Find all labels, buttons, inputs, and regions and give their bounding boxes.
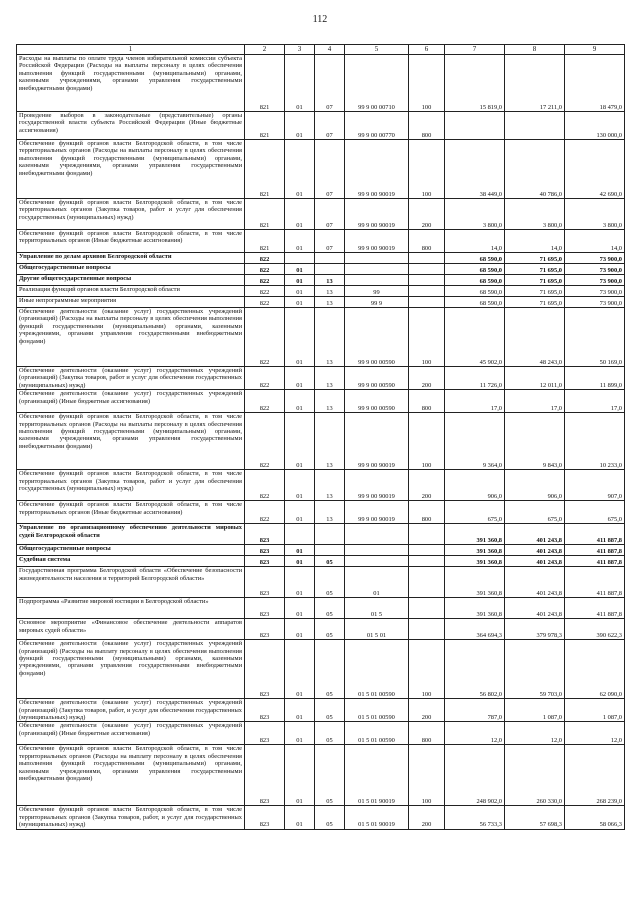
row-target-article-cell: 99 9 00 00590 — [345, 308, 409, 367]
row-subsection-cell: 05 — [315, 745, 345, 806]
row-amount-year1-cell: 68 590,0 — [445, 275, 505, 286]
table-row — [17, 297, 625, 308]
row-section-cell: 01 — [285, 390, 315, 413]
table-row — [17, 413, 625, 470]
row-name-cell: Проведение выборов в законодательные (представительные) органы государственной власти субъекта Российской Федерации (Иные бюджетные ассигнования) — [17, 112, 245, 140]
row-amount-year2-cell: 71 695,0 — [505, 264, 565, 275]
row-amount-year2-cell: 401 243,8 — [505, 567, 565, 598]
row-expense-type-cell — [409, 567, 445, 598]
row-amount-year1-cell: 14,0 — [445, 230, 505, 253]
row-amount-year1-cell: 364 694,3 — [445, 619, 505, 640]
row-subsection-cell: 13 — [315, 275, 345, 286]
row-section-cell: 01 — [285, 199, 315, 230]
table-row — [17, 524, 625, 545]
row-target-article-cell: 99 9 00 00710 — [345, 55, 409, 112]
row-section-cell: 01 — [285, 806, 315, 829]
row-amount-year3-cell: 62 090,0 — [565, 640, 625, 699]
row-name-cell: Обеспечение функций органов власти Белгородской области, в том числе территориальных органов (Расходы на выплаты персоналу в целях обеспечения выполнения функций государственными (муниципальными) органами, казенными учреждениями, органами управления государственными внебюджетными фондами) — [17, 140, 245, 199]
row-amount-year2-cell: 17,0 — [505, 390, 565, 413]
row-expense-type-cell — [409, 524, 445, 545]
row-grbs-cell: 822 — [245, 390, 285, 413]
row-expense-type-cell: 200 — [409, 199, 445, 230]
row-subsection-cell — [315, 545, 345, 556]
row-section-cell: 01 — [285, 264, 315, 275]
row-grbs-cell: 823 — [245, 699, 285, 722]
row-expense-type-cell: 200 — [409, 806, 445, 829]
row-name-cell: Государственная программа Белгородской области «Обеспечение безопасности жизнедеятельности населения и территорий Белгородской области» — [17, 567, 245, 598]
row-name-cell: Иные непрограммные мероприятия — [17, 297, 245, 308]
row-grbs-cell: 822 — [245, 286, 285, 297]
row-section-cell: 01 — [285, 140, 315, 199]
row-amount-year1-cell: 3 800,0 — [445, 199, 505, 230]
row-name-cell: Обеспечение функций органов власти Белгородской области, в том числе территориальных органов (Расходы на выплату персоналу в целях обеспечения выполнения функций государственными (муниципальными) органами, казенными учреждениями, органами управления государственными внебюджетными фондами) — [17, 745, 245, 806]
row-amount-year3-cell: 411 887,8 — [565, 567, 625, 598]
table-row — [17, 308, 625, 367]
row-target-article-cell: 01 5 01 00590 — [345, 699, 409, 722]
row-amount-year1-cell: 15 819,0 — [445, 55, 505, 112]
column-header: 5 — [345, 45, 409, 55]
row-amount-year3-cell: 411 887,8 — [565, 545, 625, 556]
row-amount-year2-cell: 906,0 — [505, 470, 565, 501]
row-amount-year2-cell: 57 698,3 — [505, 806, 565, 829]
row-expense-type-cell: 200 — [409, 470, 445, 501]
row-amount-year1-cell: 391 360,8 — [445, 598, 505, 619]
row-grbs-cell: 822 — [245, 413, 285, 470]
row-amount-year1-cell: 38 449,0 — [445, 140, 505, 199]
table-row — [17, 806, 625, 829]
row-name-cell: Обеспечение деятельности (оказание услуг) государственных учреждений (организаций) (Расходы на выплаты персоналу в целях обеспечения выполнения функций государственными (муниципальными) органами, казенными учреждениями, органами управления государственными внебюджетными фондами) — [17, 308, 245, 367]
row-section-cell: 01 — [285, 722, 315, 745]
row-amount-year2-cell: 9 843,0 — [505, 413, 565, 470]
row-target-article-cell: 99 9 00 90019 — [345, 199, 409, 230]
row-grbs-cell: 822 — [245, 470, 285, 501]
row-target-article-cell — [345, 275, 409, 286]
row-subsection-cell — [315, 524, 345, 545]
row-amount-year3-cell: 14,0 — [565, 230, 625, 253]
table-row — [17, 545, 625, 556]
row-amount-year2-cell: 71 695,0 — [505, 297, 565, 308]
row-section-cell — [285, 524, 315, 545]
row-target-article-cell: 99 9 00 90019 — [345, 230, 409, 253]
row-amount-year3-cell: 17,0 — [565, 390, 625, 413]
row-amount-year2-cell: 14,0 — [505, 230, 565, 253]
row-amount-year3-cell: 50 169,0 — [565, 308, 625, 367]
row-amount-year3-cell: 411 887,8 — [565, 598, 625, 619]
row-expense-type-cell: 800 — [409, 390, 445, 413]
row-name-cell: Обеспечение функций органов власти Белгородской области, в том числе территориальных органов (Иные бюджетные ассигнования) — [17, 501, 245, 524]
row-name-cell: Общегосударственные вопросы — [17, 264, 245, 275]
row-target-article-cell: 99 9 00 90019 — [345, 501, 409, 524]
row-amount-year2-cell: 675,0 — [505, 501, 565, 524]
row-grbs-cell: 821 — [245, 112, 285, 140]
row-amount-year3-cell: 11 899,0 — [565, 367, 625, 390]
row-name-cell: Обеспечение деятельности (оказание услуг) государственных учреждений (организаций) (Иные бюджетные ассигнования) — [17, 722, 245, 745]
table-row — [17, 556, 625, 567]
row-name-cell: Подпрограмма «Развитие мировой юстиции в Белгородской области» — [17, 598, 245, 619]
row-grbs-cell: 823 — [245, 722, 285, 745]
row-name-cell: Общегосударственные вопросы — [17, 545, 245, 556]
row-amount-year3-cell: 73 900,0 — [565, 253, 625, 264]
row-section-cell: 01 — [285, 367, 315, 390]
table-row — [17, 567, 625, 598]
row-name-cell: Обеспечение деятельности (оказание услуг) государственных учреждений (организаций) (Закупка товаров, работ, и услуг для обеспечения государственных (муниципальных) нужд) — [17, 699, 245, 722]
row-subsection-cell: 07 — [315, 140, 345, 199]
row-section-cell: 01 — [285, 308, 315, 367]
row-target-article-cell: 01 5 01 90019 — [345, 745, 409, 806]
table-row — [17, 640, 625, 699]
row-expense-type-cell — [409, 253, 445, 264]
row-amount-year3-cell: 411 887,8 — [565, 556, 625, 567]
row-amount-year3-cell: 411 887,8 — [565, 524, 625, 545]
row-amount-year3-cell: 675,0 — [565, 501, 625, 524]
row-grbs-cell: 821 — [245, 230, 285, 253]
row-amount-year1-cell: 675,0 — [445, 501, 505, 524]
table-row — [17, 199, 625, 230]
table-row — [17, 619, 625, 640]
row-amount-year1-cell: 45 902,0 — [445, 308, 505, 367]
table-row — [17, 275, 625, 286]
table-row — [17, 112, 625, 140]
row-name-cell: Обеспечение деятельности (оказание услуг) государственных учреждений (организаций) (Иные бюджетные ассигнования) — [17, 390, 245, 413]
row-amount-year2-cell: 59 703,0 — [505, 640, 565, 699]
row-target-article-cell: 99 9 00 00590 — [345, 367, 409, 390]
row-section-cell: 01 — [285, 699, 315, 722]
row-amount-year1-cell: 11 726,0 — [445, 367, 505, 390]
row-expense-type-cell: 100 — [409, 745, 445, 806]
row-subsection-cell: 05 — [315, 598, 345, 619]
row-amount-year3-cell: 12,0 — [565, 722, 625, 745]
row-amount-year1-cell: 391 360,8 — [445, 524, 505, 545]
row-section-cell: 01 — [285, 286, 315, 297]
row-subsection-cell: 13 — [315, 297, 345, 308]
row-expense-type-cell: 800 — [409, 230, 445, 253]
row-amount-year1-cell: 68 590,0 — [445, 297, 505, 308]
column-header: 9 — [565, 45, 625, 55]
table-row — [17, 598, 625, 619]
row-amount-year2-cell: 40 786,0 — [505, 140, 565, 199]
row-subsection-cell: 07 — [315, 112, 345, 140]
row-amount-year3-cell: 73 900,0 — [565, 286, 625, 297]
row-amount-year1-cell: 9 364,0 — [445, 413, 505, 470]
row-subsection-cell — [315, 264, 345, 275]
row-expense-type-cell: 100 — [409, 413, 445, 470]
row-amount-year3-cell: 10 233,0 — [565, 413, 625, 470]
row-expense-type-cell — [409, 598, 445, 619]
row-name-cell: Расходы на выплаты по оплате труда членов избирательной комиссии субъекта Российской Федерации (Расходы на выплаты персоналу в целях обеспечения выполнения функций государственными (муниципальными) органами, казенными учреждениями, органами управления государственными внебюджетными фондами) — [17, 55, 245, 112]
row-target-article-cell: 01 5 01 00590 — [345, 722, 409, 745]
table-row — [17, 722, 625, 745]
row-amount-year1-cell: 68 590,0 — [445, 264, 505, 275]
row-name-cell: Обеспечение деятельности (оказание услуг) государственных учреждений (организаций) (Закупка товаров, работ и услуг для обеспечения государственных (муниципальных) нужд) — [17, 367, 245, 390]
row-amount-year2-cell: 379 978,3 — [505, 619, 565, 640]
row-amount-year1-cell: 12,0 — [445, 722, 505, 745]
row-amount-year1-cell: 56 802,0 — [445, 640, 505, 699]
row-amount-year2-cell: 17 211,0 — [505, 55, 565, 112]
row-amount-year3-cell: 1 087,0 — [565, 699, 625, 722]
row-amount-year1-cell: 391 360,8 — [445, 545, 505, 556]
row-subsection-cell: 13 — [315, 470, 345, 501]
row-expense-type-cell — [409, 286, 445, 297]
row-amount-year2-cell: 71 695,0 — [505, 286, 565, 297]
column-header: 1 — [17, 45, 245, 55]
row-name-cell: Управление по делам архивов Белгородской области — [17, 253, 245, 264]
row-amount-year2-cell: 1 087,0 — [505, 699, 565, 722]
row-subsection-cell: 13 — [315, 501, 345, 524]
row-grbs-cell: 822 — [245, 264, 285, 275]
row-amount-year1-cell — [445, 112, 505, 140]
table-row — [17, 230, 625, 253]
row-section-cell: 01 — [285, 470, 315, 501]
row-amount-year2-cell: 401 243,8 — [505, 545, 565, 556]
row-section-cell: 01 — [285, 745, 315, 806]
row-expense-type-cell: 100 — [409, 640, 445, 699]
row-amount-year1-cell: 906,0 — [445, 470, 505, 501]
row-amount-year3-cell: 73 900,0 — [565, 275, 625, 286]
row-subsection-cell: 05 — [315, 699, 345, 722]
row-target-article-cell: 01 5 01 — [345, 619, 409, 640]
row-section-cell: 01 — [285, 275, 315, 286]
row-section-cell: 01 — [285, 640, 315, 699]
row-grbs-cell: 823 — [245, 524, 285, 545]
row-name-cell: Обеспечение функций органов власти Белгородской области, в том числе территориальных органов (Расходы на выплаты персоналу в целях обеспечения выполнения функций государственными (муниципальными) органами, казенными учреждениями, органами управления государственными внебюджетными фондами) — [17, 413, 245, 470]
header-row — [17, 45, 625, 55]
row-subsection-cell: 05 — [315, 640, 345, 699]
row-name-cell: Обеспечение деятельности (оказание услуг) государственных учреждений (организаций) (Расходы на выплату персоналу в целях обеспечения выполнения функций государственными (муниципальными) органами, казенными учреждениями, органами управления государственными внебюджетными фондами) — [17, 640, 245, 699]
row-target-article-cell: 99 9 — [345, 297, 409, 308]
row-name-cell: Управление по организационному обеспечению деятельности мировых судей Белгородской области — [17, 524, 245, 545]
row-grbs-cell: 823 — [245, 745, 285, 806]
row-section-cell: 01 — [285, 112, 315, 140]
row-expense-type-cell: 800 — [409, 112, 445, 140]
row-grbs-cell: 823 — [245, 545, 285, 556]
row-amount-year2-cell: 48 243,0 — [505, 308, 565, 367]
row-grbs-cell: 823 — [245, 619, 285, 640]
row-subsection-cell: 13 — [315, 286, 345, 297]
row-target-article-cell — [345, 264, 409, 275]
row-expense-type-cell: 200 — [409, 367, 445, 390]
row-target-article-cell: 99 9 00 00590 — [345, 390, 409, 413]
row-subsection-cell — [315, 253, 345, 264]
row-target-article-cell — [345, 524, 409, 545]
row-expense-type-cell: 200 — [409, 699, 445, 722]
row-amount-year2-cell: 71 695,0 — [505, 253, 565, 264]
row-expense-type-cell — [409, 545, 445, 556]
row-section-cell: 01 — [285, 55, 315, 112]
row-amount-year3-cell: 3 800,0 — [565, 199, 625, 230]
row-grbs-cell: 823 — [245, 567, 285, 598]
row-amount-year3-cell: 390 622,3 — [565, 619, 625, 640]
row-amount-year1-cell: 248 902,0 — [445, 745, 505, 806]
row-subsection-cell: 05 — [315, 722, 345, 745]
table-row — [17, 501, 625, 524]
table-row — [17, 699, 625, 722]
row-grbs-cell: 823 — [245, 556, 285, 567]
row-amount-year2-cell: 401 243,8 — [505, 556, 565, 567]
row-subsection-cell: 13 — [315, 413, 345, 470]
table-row — [17, 390, 625, 413]
row-amount-year3-cell: 73 900,0 — [565, 264, 625, 275]
column-header: 7 — [445, 45, 505, 55]
row-expense-type-cell: 100 — [409, 140, 445, 199]
row-amount-year1-cell: 68 590,0 — [445, 286, 505, 297]
row-expense-type-cell — [409, 619, 445, 640]
row-amount-year2-cell: 12 011,0 — [505, 367, 565, 390]
row-name-cell: Реализация функций органов власти Белгородской области — [17, 286, 245, 297]
row-amount-year2-cell: 71 695,0 — [505, 275, 565, 286]
row-name-cell: Обеспечение функций органов власти Белгородской области, в том числе территориальных органов (Иные бюджетные ассигнования) — [17, 230, 245, 253]
row-target-article-cell: 99 9 00 90019 — [345, 140, 409, 199]
row-target-article-cell: 99 9 00 90019 — [345, 470, 409, 501]
table-row — [17, 470, 625, 501]
row-section-cell: 01 — [285, 619, 315, 640]
row-section-cell: 01 — [285, 598, 315, 619]
row-section-cell: 01 — [285, 567, 315, 598]
row-target-article-cell: 01 — [345, 567, 409, 598]
row-expense-type-cell — [409, 264, 445, 275]
row-name-cell: Обеспечение функций органов власти Белгородской области, в том числе территориальных органов (Закупка товаров, работ и услуг для обеспечения государственных (муниципальных) нужд) — [17, 470, 245, 501]
row-expense-type-cell: 100 — [409, 55, 445, 112]
table-row — [17, 140, 625, 199]
table-row — [17, 253, 625, 264]
row-expense-type-cell — [409, 556, 445, 567]
table-row — [17, 55, 625, 112]
row-expense-type-cell: 100 — [409, 308, 445, 367]
column-header: 6 — [409, 45, 445, 55]
row-grbs-cell: 822 — [245, 297, 285, 308]
row-subsection-cell: 05 — [315, 806, 345, 829]
row-target-article-cell: 01 5 01 90019 — [345, 806, 409, 829]
column-header: 8 — [505, 45, 565, 55]
row-section-cell: 01 — [285, 413, 315, 470]
row-amount-year3-cell: 18 479,0 — [565, 55, 625, 112]
table-row — [17, 286, 625, 297]
column-header: 2 — [245, 45, 285, 55]
row-grbs-cell: 821 — [245, 140, 285, 199]
row-subsection-cell: 07 — [315, 199, 345, 230]
row-amount-year2-cell: 260 330,0 — [505, 745, 565, 806]
row-amount-year1-cell: 391 360,8 — [445, 567, 505, 598]
row-section-cell: 01 — [285, 501, 315, 524]
row-amount-year3-cell: 130 000,0 — [565, 112, 625, 140]
row-target-article-cell — [345, 545, 409, 556]
row-section-cell: 01 — [285, 556, 315, 567]
row-amount-year1-cell: 391 360,8 — [445, 556, 505, 567]
row-amount-year3-cell: 42 690,0 — [565, 140, 625, 199]
row-grbs-cell: 822 — [245, 367, 285, 390]
row-expense-type-cell: 800 — [409, 722, 445, 745]
row-amount-year2-cell: 401 243,8 — [505, 598, 565, 619]
row-grbs-cell: 822 — [245, 501, 285, 524]
row-target-article-cell: 01 5 01 00590 — [345, 640, 409, 699]
row-amount-year1-cell: 68 590,0 — [445, 253, 505, 264]
row-section-cell: 01 — [285, 297, 315, 308]
row-subsection-cell: 05 — [315, 567, 345, 598]
budget-table — [16, 44, 625, 830]
row-name-cell: Обеспечение функций органов власти Белгородской области, в том числе территориальных органов (Закупка товаров, работ и услуг для обеспечения государственных (муниципальных) нужд) — [17, 199, 245, 230]
row-amount-year1-cell: 787,0 — [445, 699, 505, 722]
row-target-article-cell: 99 9 00 90019 — [345, 413, 409, 470]
row-grbs-cell: 821 — [245, 55, 285, 112]
row-grbs-cell: 823 — [245, 640, 285, 699]
row-section-cell: 01 — [285, 545, 315, 556]
row-amount-year3-cell: 268 239,0 — [565, 745, 625, 806]
row-target-article-cell — [345, 253, 409, 264]
row-subsection-cell: 07 — [315, 55, 345, 112]
row-amount-year3-cell: 73 900,0 — [565, 297, 625, 308]
row-amount-year2-cell: 3 800,0 — [505, 199, 565, 230]
table-row — [17, 264, 625, 275]
row-name-cell: Судебная система — [17, 556, 245, 567]
row-amount-year3-cell: 58 066,3 — [565, 806, 625, 829]
row-grbs-cell: 823 — [245, 598, 285, 619]
page-number: 112 — [312, 14, 328, 25]
row-amount-year2-cell: 12,0 — [505, 722, 565, 745]
row-subsection-cell: 05 — [315, 556, 345, 567]
row-name-cell: Основное мероприятие «Финансовое обеспечение деятельности аппаратов мировых судей области» — [17, 619, 245, 640]
row-subsection-cell: 07 — [315, 230, 345, 253]
table-row — [17, 745, 625, 806]
row-subsection-cell: 13 — [315, 390, 345, 413]
row-expense-type-cell — [409, 275, 445, 286]
row-expense-type-cell — [409, 297, 445, 308]
row-amount-year1-cell: 56 733,3 — [445, 806, 505, 829]
row-grbs-cell: 822 — [245, 253, 285, 264]
row-amount-year2-cell — [505, 112, 565, 140]
row-amount-year2-cell: 401 243,8 — [505, 524, 565, 545]
row-section-cell: 01 — [285, 230, 315, 253]
row-target-article-cell: 01 5 — [345, 598, 409, 619]
row-grbs-cell: 821 — [245, 199, 285, 230]
row-grbs-cell: 822 — [245, 308, 285, 367]
row-grbs-cell: 823 — [245, 806, 285, 829]
row-expense-type-cell: 800 — [409, 501, 445, 524]
row-subsection-cell: 13 — [315, 367, 345, 390]
row-amount-year3-cell: 907,0 — [565, 470, 625, 501]
row-target-article-cell: 99 9 00 00770 — [345, 112, 409, 140]
column-header: 4 — [315, 45, 345, 55]
row-target-article-cell: 99 — [345, 286, 409, 297]
row-name-cell: Обеспечение функций органов власти Белгородской области, в том числе территориальных органов (Закупка товаров, работ, и услуг для государственных (муниципальных) нужд) — [17, 806, 245, 829]
row-subsection-cell: 05 — [315, 619, 345, 640]
column-header: 3 — [285, 45, 315, 55]
table-row — [17, 367, 625, 390]
row-target-article-cell — [345, 556, 409, 567]
row-section-cell — [285, 253, 315, 264]
row-amount-year1-cell: 17,0 — [445, 390, 505, 413]
row-grbs-cell: 822 — [245, 275, 285, 286]
row-name-cell: Другие общегосударственные вопросы — [17, 275, 245, 286]
row-subsection-cell: 13 — [315, 308, 345, 367]
